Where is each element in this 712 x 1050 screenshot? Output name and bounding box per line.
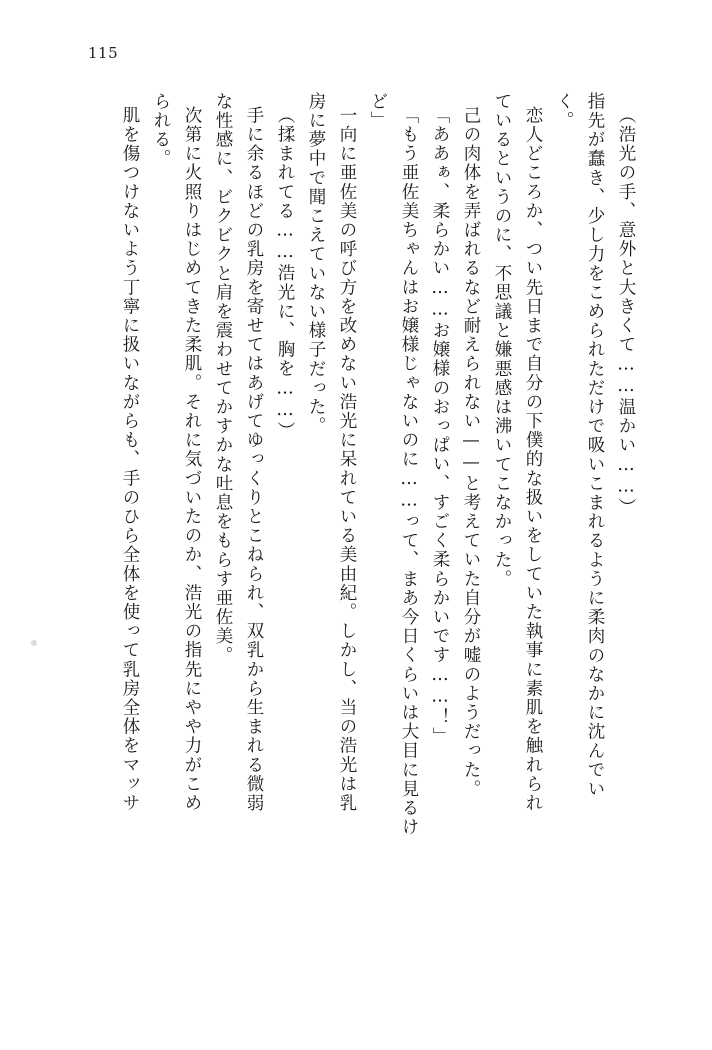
page-number: 115 bbox=[88, 44, 119, 62]
text-column: な性感に、ビクビクと肩を震わせてかすかな吐息をもらす亜佐美。 bbox=[213, 92, 233, 665]
text-column: 手に余るほどの乳房を寄せてはあげてゆっくりとこねられ、双乳から生まれる微弱 bbox=[244, 106, 264, 813]
text-column: ているというのに、不思議と嫌悪感は沸いてこなかった。 bbox=[492, 92, 512, 589]
text-column: 次第に火照りはじめてきた柔肌。それに気づいたのか、浩光の指先にやや力がこめ bbox=[182, 106, 202, 813]
text-column: 「ああぁ、柔らかい……お嬢様のおっぱい、すごく柔らかいです……！」 bbox=[430, 106, 450, 747]
text-column: ど」 bbox=[368, 92, 388, 131]
text-column: 房に夢中で聞こえていない様子だった。 bbox=[306, 92, 326, 436]
body-text-columns bbox=[60, 92, 634, 998]
paper-smudge bbox=[31, 640, 37, 646]
text-column: く。 bbox=[554, 92, 574, 131]
text-column: （揉まれてる……浩光に、胸を……） bbox=[275, 106, 295, 441]
text-column: 指先が蠢き、少し力をこめられただけで吸いこまれるように柔肉のなかに沈んでい bbox=[585, 92, 605, 799]
text-column: （浩光の手、意外と大きくて……温かい……） bbox=[616, 106, 636, 518]
text-column: 己の肉体を弄ばれるなど耐えられない——と考えていた自分が嘘のようだった。 bbox=[461, 106, 481, 799]
text-column: 肌を傷つけないよう丁寧に扱いながらも、手のひら全体を使って乳房全体をマッサ bbox=[120, 106, 140, 813]
text-column: 一向に亜佐美の呼び方を改めない浩光に呆れている美由紀。しかし、当の浩光は乳 bbox=[337, 106, 357, 813]
text-column: られる。 bbox=[151, 92, 171, 169]
text-column: 恋人どころか、つい先日まで自分の下僕的な扱いをしていた執事に素肌を触れられ bbox=[523, 106, 543, 813]
text-column: 「もう亜佐美ちゃんはお嬢様じゃないのに……って、まあ今日くらいは大目に見るけ bbox=[399, 106, 419, 837]
